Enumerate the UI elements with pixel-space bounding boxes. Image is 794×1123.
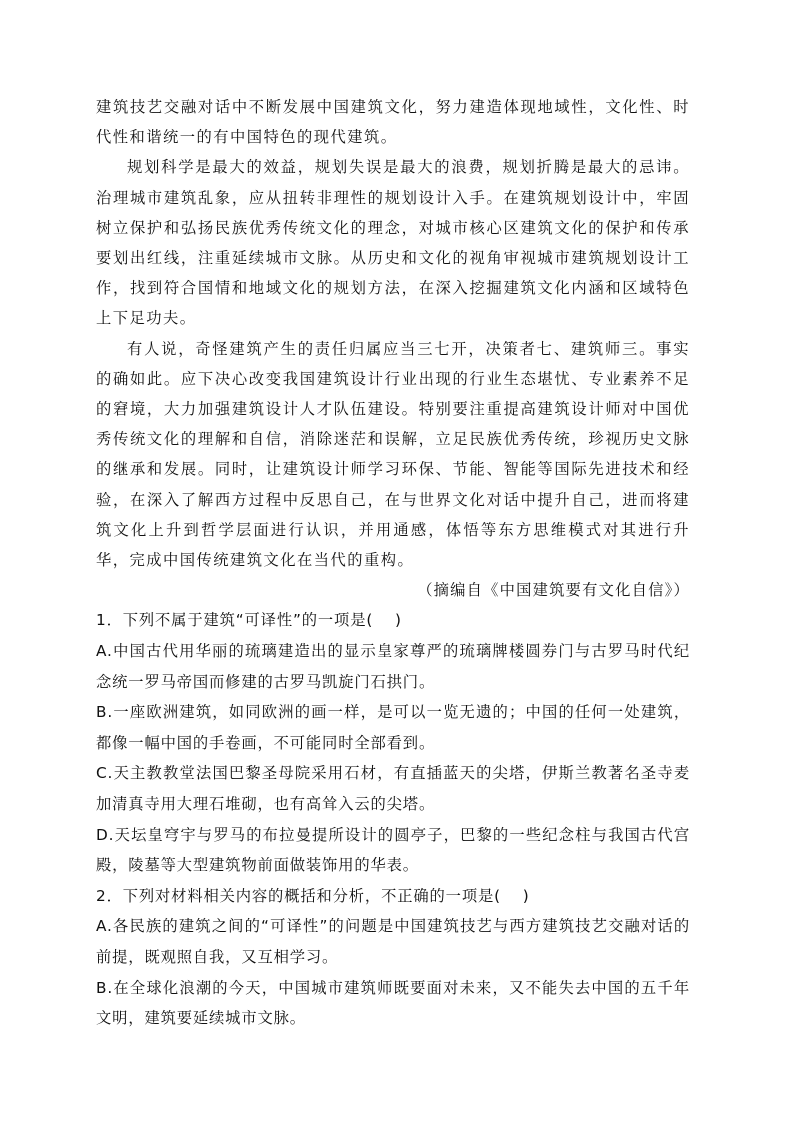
passage-source: （摘编自《中国建筑要有文化自信》） [417, 581, 690, 600]
question-2-title: 2．下列对材料相关内容的概括和分析，不正确的一项是( ) [96, 886, 530, 905]
question-1-option-b: B.一座欧洲建筑，如同欧洲的画一样，是可以一览无遗的；中国的任何一处建筑，都像一幅中国的手卷画，不可能同时全部看到。 [96, 703, 690, 752]
passage-paragraph-1: 建筑技艺交融对话中不断发展中国建筑文化，努力建造体现地域性，文化性、时代性和谐统一的有中国特色的现代建筑。 [96, 98, 690, 147]
question-1-option-d: D.天坛皇穹宇与罗马的布拉曼提所设计的圆亭子，巴黎的一些纪念柱与我国古代宫殿，陵墓等大型建筑物前面做装饰用的华表。 [96, 825, 690, 875]
question-1 [96, 605, 690, 880]
passage-paragraph-2: 规划科学是最大的效益，规划失误是最大的浪费，规划折腾是最大的忌讳。治理城市建筑乱象，应从扭转非理性的规划设计入手。在建筑规划设计中，牢固树立保护和弘扬民族优秀传统文化的理念，对城市核心区建筑文化的保护和传承要划出红线，注重延续城市文脉。从历史和文化的视角审视城市建筑规划设计工作，找到符合国情和地域文化的规划方法，在深入挖掘建筑文化内涵和区域特色上下足功夫。 [96, 158, 690, 328]
document-page [96, 92, 690, 1034]
passage-paragraph-3: 有人说，奇怪建筑产生的责任归属应当三七开，决策者七、建筑师三。事实的确如此。应下决心改变我国建筑设计行业出现的行业生态堪忧、专业素养不足的窘境，大力加强建筑设计人才队伍建设。特别要注重提高建筑设计师对中国优秀传统文化的理解和自信，消除迷茫和误解，立足民族优秀传统，珍视历史文脉的继承和发展。同时，让建筑设计师学习环保、节能、智能等国际先进技术和经验，在深入了解西方过程中反思自己，在与世界文化对话中提升自己，进而将建筑文化上升到哲学层面进行认识，并用通感，体悟等东方思维模式对其进行升华，完成中国传统建筑文化在当代的重构。 [96, 339, 690, 570]
question-2-option-a: A.各民族的建筑之间的“可译性”的问题是中国建筑技艺与西方建筑技艺交融对话的前提，既观照自我，又互相学习。 [96, 917, 690, 966]
question-1-option-c: C.天主教教堂法国巴黎圣母院采用石材，有直插蓝天的尖塔，伊斯兰教著名圣寺麦加清真寺用大理石堆砌，也有高耸入云的尖塔。 [96, 764, 690, 814]
question-2-option-b: B.在全球化浪潮的今天，中国城市建筑师既要面对未来，又不能失去中国的五千年文明，建筑要延续城市文脉。 [96, 978, 690, 1028]
question-1-option-a: A.中国古代用华丽的琉璃建造出的显示皇家尊严的琉璃牌楼圆券门与古罗马时代纪念统一罗马帝国而修建的古罗马凯旋门石拱门。 [96, 642, 690, 691]
question-2 [96, 881, 690, 1034]
question-1-title: 1．下列不属于建筑“可译性”的一项是( ) [96, 611, 402, 630]
